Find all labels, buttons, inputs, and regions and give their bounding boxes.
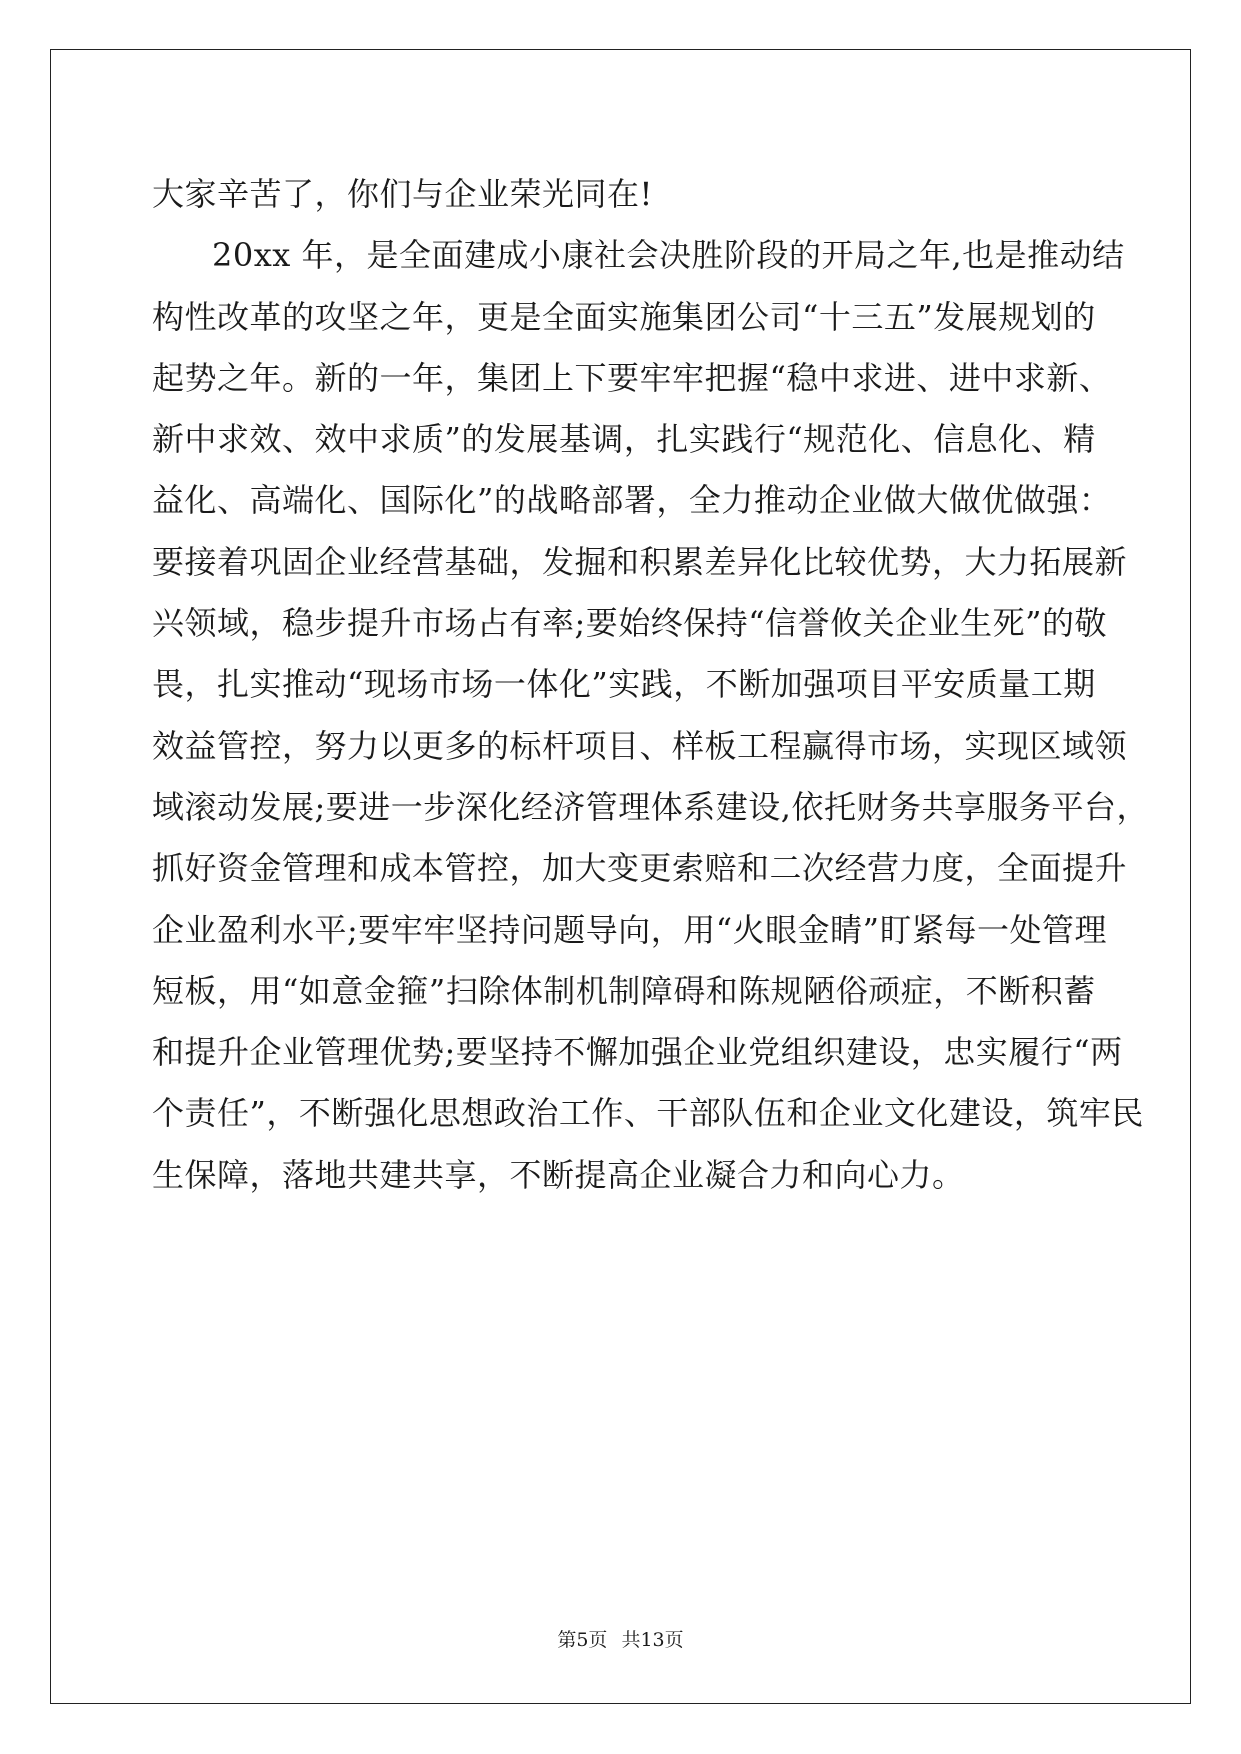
page-total: 共13页: [621, 1629, 684, 1651]
text-line: 兴领域，稳步提升市场占有率;要始终保持“信誉攸关企业生死”的敬: [152, 604, 1108, 643]
document-body: [152, 164, 1149, 1206]
text-line: 短板，用“如意金箍”扫除体制机制障碍和陈规陋俗顽症，不断积蓄: [152, 971, 1096, 1010]
text-line: 企业盈利水平;要牢牢坚持问题导向，用“火眼金睛”盯紧每一处管理: [152, 910, 1108, 949]
text-line: 要接着巩固企业经营基础，发掘和积累差异化比较优势，大力拓展新: [152, 542, 1128, 581]
text-line: 个责任”，不断强化思想政治工作、干部队伍和企业文化建设，筑牢民: [152, 1094, 1144, 1133]
text-line: 生保障，落地共建共享，不断提高企业凝合力和向心力。: [152, 1155, 965, 1194]
text-line: 起势之年。新的一年，集团上下要牢牢把握“稳中求进、进中求新、: [152, 358, 1112, 397]
text-line: 抓好资金管理和成本管控，加大变更索赔和二次经营力度，全面提升: [152, 849, 1128, 888]
text-line: 20xx 年，是全面建成小康社会决胜阶段的开局之年,也是推动结: [212, 236, 1125, 275]
text-line: 效益管控，努力以更多的标杆项目、样板工程赢得市场，实现区域领: [152, 726, 1128, 765]
text-line: 大家辛苦了，你们与企业荣光同在!: [152, 175, 653, 213]
text-line: 新中求效、效中求质”的发展基调，扎实践行“规范化、信息化、精: [152, 420, 1096, 459]
text-line: 域滚动发展;要进一步深化经济管理体系建设,依托财务共享服务平台，: [152, 787, 1149, 826]
text-line: 益化、高端化、国际化”的战略部署，全力推动企业做大做优做强：: [152, 481, 1112, 520]
text-line: 构性改革的攻坚之年，更是全面实施集团公司“十三五”发展规划的: [152, 297, 1096, 336]
text-line: 和提升企业管理优势;要坚持不懈加强企业党组织建设，忠实履行“两: [152, 1033, 1123, 1072]
page-footer: [0, 1625, 1241, 1652]
page-number: 第5页: [557, 1629, 608, 1651]
text-line: 畏，扎实推动“现场市场一体化”实践，不断加强项目平安质量工期: [152, 665, 1096, 704]
